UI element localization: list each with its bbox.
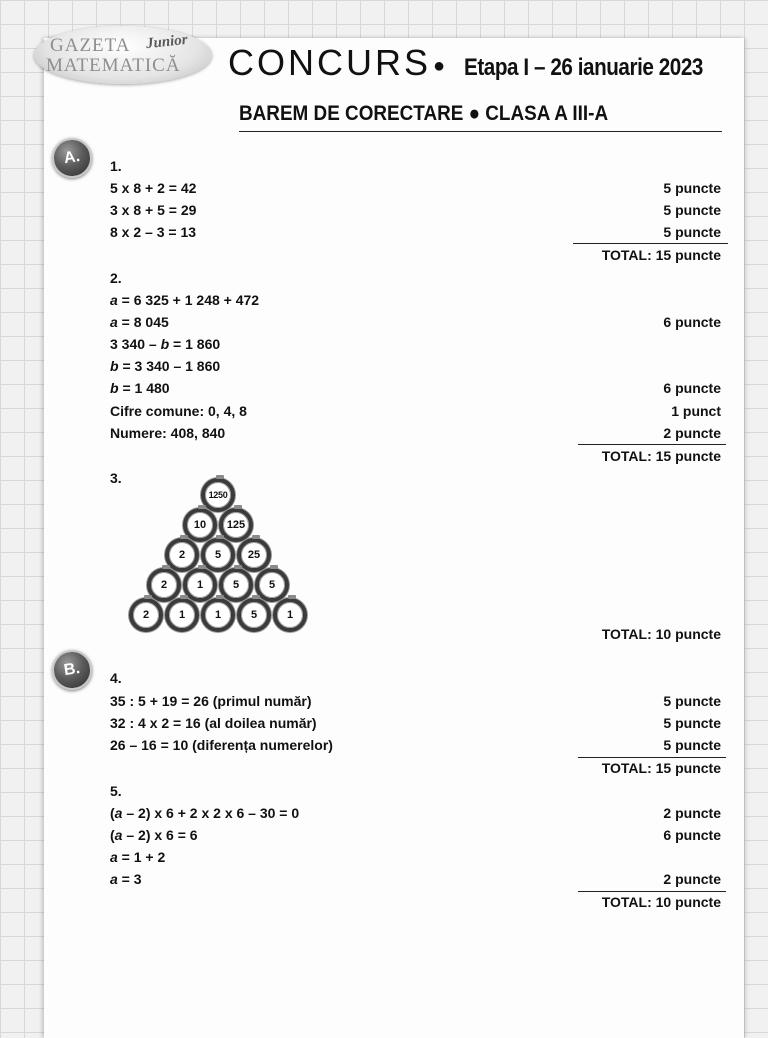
problem-4-line-2: 32 : 4 x 2 = 16 (al doilea număr) [110, 715, 317, 731]
problem-4-line-3: 26 – 16 = 10 (diferența numerelor) [110, 737, 333, 753]
problem-3-number: 3. [110, 470, 122, 486]
problem-1-points-1: 5 puncte [663, 180, 721, 196]
problem-1-total-rule [573, 243, 728, 244]
problem-5-points-2: 6 puncte [663, 827, 721, 843]
logo-text-gazeta: GAZETA [50, 35, 131, 56]
problem-4-total: TOTAL: 15 puncte [601, 760, 721, 776]
problem-4-points-3: 5 puncte [663, 737, 721, 753]
problem-2-number: 2. [110, 270, 122, 286]
problem-3-total: TOTAL: 10 puncte [601, 626, 721, 642]
problem-2-line-1: a = 6 325 + 1 248 + 472 [110, 292, 260, 308]
pyramid-ball-r3-c3: 25 [237, 538, 271, 572]
pyramid-ball-r1-c1: 1250 [201, 478, 235, 512]
section-a-badge: A. [49, 135, 94, 180]
pyramid-ball-r4-c1: 2 [147, 568, 181, 602]
problem-1-line-3: 8 x 2 – 3 = 13 [110, 224, 197, 240]
pyramid-ball-r5-c1: 2 [129, 598, 163, 632]
problem-2-total: TOTAL: 15 puncte [601, 448, 721, 464]
pyramid-ball-r3-c2: 5 [201, 538, 235, 572]
problem-1-points-2: 5 puncte [663, 202, 721, 218]
problem-2-line-3: 3 340 – b = 1 860 [110, 336, 221, 352]
problem-2-points-5: 6 puncte [663, 380, 721, 396]
problem-5-line-2: (a – 2) x 6 = 6 [110, 827, 198, 843]
problem-4-points-1: 5 puncte [663, 693, 721, 709]
problem-4-total-rule [578, 757, 726, 758]
pyramid-ball-r5-c3: 1 [201, 598, 235, 632]
gazeta-matematica-junior-logo [34, 26, 212, 84]
title-underline [239, 131, 722, 132]
pyramid-ball-r5-c2: 1 [165, 598, 199, 632]
problem-1-total: TOTAL: 15 puncte [601, 247, 721, 263]
logo-text-matematica: MATEMATICĂ [46, 55, 181, 76]
problem-4-points-2: 5 puncte [663, 715, 721, 731]
problem-2-points-6: 1 punct [671, 403, 721, 419]
pyramid-ball-r4-c4: 5 [255, 568, 289, 602]
problem-2-total-rule [578, 444, 726, 445]
pyramid-ball-r4-c2: 1 [183, 568, 217, 602]
problem-5-line-1: (a – 2) x 6 + 2 x 2 x 6 – 30 = 0 [110, 805, 300, 821]
problem-2-line-6: Cifre comune: 0, 4, 8 [110, 403, 247, 419]
logo-text-junior: Junior [145, 31, 189, 53]
problem-2-line-2: a = 8 045 [110, 314, 169, 330]
problem-1-line-2: 3 x 8 + 5 = 29 [110, 202, 197, 218]
problem-2-points-2: 6 puncte [663, 314, 721, 330]
problem-2-line-4: b = 3 340 – 1 860 [110, 358, 221, 374]
problem-1-points-3: 5 puncte [663, 224, 721, 240]
problem-2-points-7: 2 puncte [663, 425, 721, 441]
problem-5-points-1: 2 puncte [663, 805, 721, 821]
pyramid-ball-r5-c5: 1 [273, 598, 307, 632]
problem-5-total: TOTAL: 10 puncte [601, 894, 721, 910]
grading-scheme-title: BAREM DE CORECTARE ● CLASA A III-A [239, 102, 609, 125]
problem-4-number: 4. [110, 670, 122, 686]
problem-1-line-1: 5 x 8 + 2 = 42 [110, 180, 197, 196]
stage-date: Etapa I – 26 ianuarie 2023 [464, 54, 703, 81]
title-bullet: ● [433, 55, 446, 77]
problem-4-line-1: 35 : 5 + 19 = 26 (primul număr) [110, 693, 312, 709]
problem-2-line-5: b = 1 480 [110, 380, 170, 396]
pyramid-ball-r5-c4: 5 [237, 598, 271, 632]
contest-title: CONCURS [228, 42, 432, 83]
pyramid-ball-r2-c2: 125 [219, 508, 253, 542]
problem-2-line-7: Numere: 408, 840 [110, 425, 226, 441]
problem-1-number: 1. [110, 158, 122, 174]
problem-5-points-4: 2 puncte [663, 871, 721, 887]
pyramid-ball-r2-c1: 10 [183, 508, 217, 542]
section-b-badge: B. [49, 647, 94, 692]
problem-5-line-4: a = 3 [110, 871, 142, 887]
problem-5-line-3: a = 1 + 2 [110, 849, 166, 865]
problem-5-total-rule [578, 891, 726, 892]
pyramid-ball-r3-c1: 2 [165, 538, 199, 572]
problem-5-number: 5. [110, 783, 122, 799]
pyramid-ball-r4-c3: 5 [219, 568, 253, 602]
